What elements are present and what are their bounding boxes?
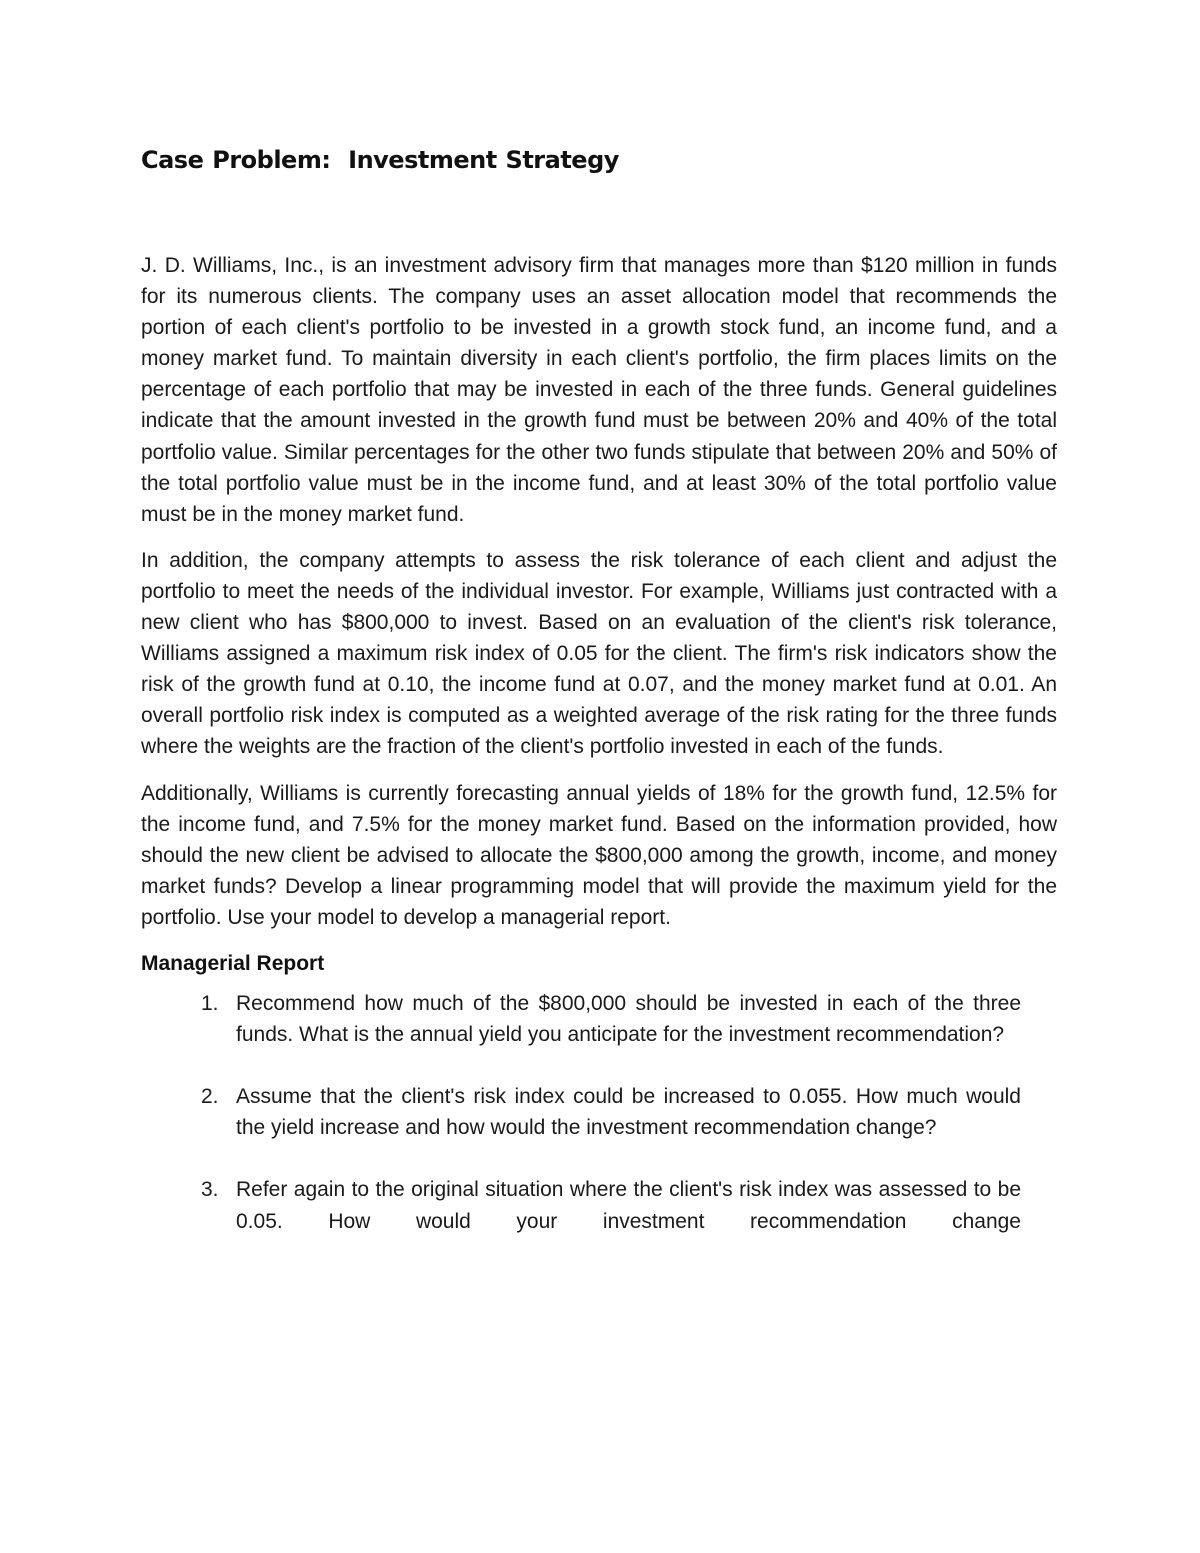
document-body (141, 250, 1057, 1268)
list-item-number: 1. (201, 992, 219, 1016)
list-item-text: Assume that the client's risk index could be increased to 0.055. How much would the yield increase and how would the investment recommendation change? (236, 1085, 1021, 1140)
risk-paragraph: In addition, the company attempts to assess the risk tolerance of each client and adjust the portfolio to meet the needs of the individual investor. For example, Williams just contracted with a new client who has $800,000 to invest. Based on an evaluation of the client's risk tolerance, Williams assigned a maximum risk index of 0.05 for the client. The firm's risk indicators show the risk of the growth fund at 0.10, the income fund at 0.07, and the money market fund at 0.01. An overall portfolio risk index is computed as a weighted average of the risk rating for the three funds where the weights are the fraction of the client's portfolio invested in each of the funds. (141, 548, 1057, 759)
page-title: Case Problem: Investment Strategy (141, 146, 619, 174)
list-item-number: 2. (201, 1085, 219, 1109)
report-list (141, 988, 1021, 1237)
list-item-number: 3. (201, 1178, 219, 1202)
report-heading: Managerial Report (141, 951, 325, 975)
list-item (141, 1081, 1021, 1143)
list-item (141, 988, 1021, 1050)
list-item-text: Refer again to the original situation where the client's risk index was assessed to be 0.05. How would your investment recommendation change (236, 1178, 1021, 1233)
list-item (141, 1174, 1021, 1236)
yield-paragraph: Additionally, Williams is currently forecasting annual yields of 18% for the growth fund, 12.5% for the income fund, and 7.5% for the money market fund. Based on the information provided, how should the new client be advised to allocate the $800,000 among the growth, income, and money market funds? Develop a linear programming model that will provide the maximum yield for the portfolio. Use your model to develop a managerial report. (141, 781, 1057, 929)
intro-paragraph: J. D. Williams, Inc., is an investment advisory firm that manages more than $120 million in funds for its numerous clients. The company uses an asset allocation model that recommends the portion of each client's portfolio to be invested in a growth stock fund, an income fund, and a money market fund. To maintain diversity in each client's portfolio, the firm places limits on the percentage of each portfolio that may be invested in each of the three funds. General guidelines indicate that the amount invested in the growth fund must be between 20% and 40% of the total portfolio value. Similar percentages for the other two funds stipulate that between 20% and 50% of the total portfolio value must be in the income fund, and at least 30% of the total portfolio value must be in the money market fund. (141, 254, 1057, 526)
list-item-text: Recommend how much of the $800,000 should be invested in each of the three funds. What is the annual yield you anticipate for the investment recommendation? (236, 992, 1021, 1047)
